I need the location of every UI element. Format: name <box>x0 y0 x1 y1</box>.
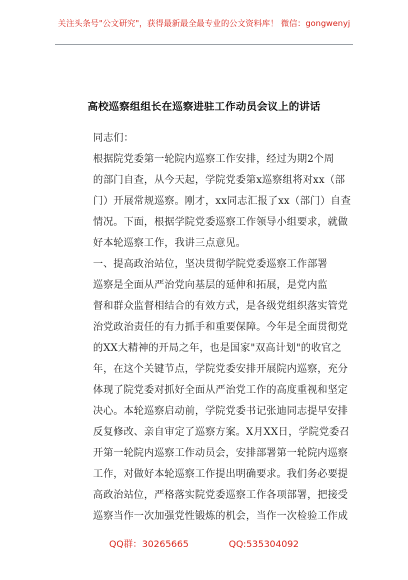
body-line: 巡察当作一次加强党性锻炼的机会，当作一次检验工作成 <box>93 511 348 522</box>
footer-qq-group: QQ群：30265665 <box>109 539 189 550</box>
document-body <box>93 128 351 527</box>
body-line: 一、提高政治站位，坚决贯彻学院党委巡察工作部署 <box>93 259 328 270</box>
body-line: 督和群众监督相结合的有效方式，是各级党组织落实管党 <box>93 301 348 312</box>
footer-qq-number: QQ:535304092 <box>228 539 299 550</box>
body-line: 好本轮巡察工作，我讲三点意见。 <box>93 238 246 249</box>
footer-contact <box>0 536 408 550</box>
document-title: 高校巡察组组长在巡察进驻工作动员会议上的讲话 <box>87 101 321 113</box>
body-line: 高政治站位，严格落实院党委巡察工作各项部署，把接受 <box>93 490 348 501</box>
body-line: 体现了院党委对抓好全面从严治党工作的高度重视和坚定 <box>93 385 348 396</box>
header-divider <box>55 44 353 45</box>
body-line: 开第一轮院内巡察工作动员会，安排部署第一轮院内巡察 <box>93 448 348 459</box>
body-line: 年，在这个关键节点，学院党委安排开展院内巡察，充分 <box>93 364 348 375</box>
body-line: 决心。本轮巡察启动前，学院党委书记张迪同志提早安排 <box>93 406 348 417</box>
body-line: 根据院党委第一轮院内巡察工作安排，经过为期2个周 <box>93 154 335 165</box>
body-line: 门）开展常规巡察。刚才，xx同志汇报了xx（部门）自查 <box>93 196 351 207</box>
body-line: 同志们： <box>93 133 134 144</box>
body-line: 情况。下面，根据学院党委巡察工作领导小组要求，就做 <box>93 217 348 228</box>
header-notice: 关注头条号"公文研究"，获得最新最全最专业的公文资料库！ 微信：gongwenyj <box>57 18 351 28</box>
body-line: 工作，对做好本轮巡察工作提出明确要求。我们务必要提 <box>93 469 348 480</box>
body-line: 巡察是全面从严治党向基层的延伸和拓展，是党内监 <box>93 280 328 291</box>
body-line: 的XX大精神的开局之年，也是国家"双高计划"的收官之 <box>93 343 342 354</box>
body-line: 反复修改、亲自审定了巡察方案。X月XX日，学院党委召 <box>93 427 350 438</box>
body-line: 的部门自查，从今天起，学院党委第x巡察组将对xx（部 <box>93 175 346 186</box>
body-line: 治党政治责任的有力抓手和重要保障。今年是全面贯彻党 <box>93 322 348 333</box>
